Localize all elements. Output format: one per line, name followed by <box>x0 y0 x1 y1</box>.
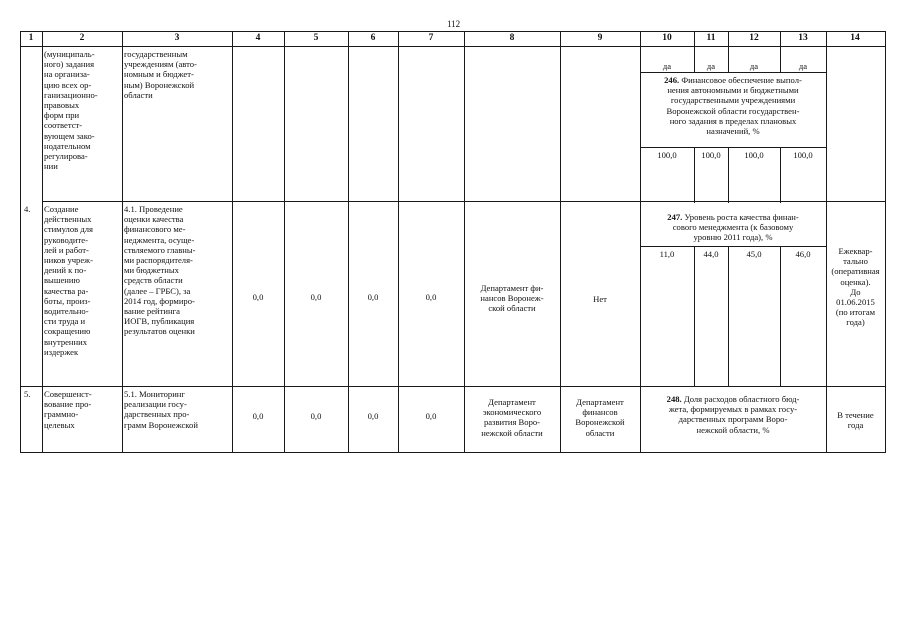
rule <box>232 31 233 452</box>
indicator-number: 246. <box>664 75 680 85</box>
rule <box>122 31 123 452</box>
row1-value-1: 100,0 <box>657 150 677 160</box>
row1-col2-text: (муниципаль- ного) задания на организа- цию всех ор- ганизационно- правовых форм при соответст- вующем зако- нодательном регулирова- нии <box>44 49 98 172</box>
row2-col4: 0,0 <box>252 292 264 302</box>
row3-col6: 0,0 <box>367 411 379 421</box>
row3-col5: 0,0 <box>310 411 322 421</box>
rule <box>640 246 826 247</box>
row2-value-4: 46,0 <box>795 249 811 259</box>
rule <box>20 31 21 452</box>
rule <box>20 386 886 387</box>
rule <box>348 31 349 452</box>
row2-col2-text: Создание действенных стимулов для руководите- лей и работ- ников учреж- дений к по- вышению качества ра- боты, произ- водительно- сти труда и сокращению внутренних издержек <box>44 204 93 357</box>
row3-col2-text: Совершенст- вование про- граммно- целевых <box>44 389 92 430</box>
header-col-4: 4 <box>255 33 261 43</box>
row2-col9: Нет <box>593 294 607 304</box>
rule <box>398 31 399 452</box>
rule <box>20 452 886 453</box>
rule <box>826 31 827 452</box>
indicator-number: 248. <box>666 394 682 404</box>
row2-col14: Ежеквар- тально (оперативная оценка). До 01.06.2015 (по итогам года) <box>831 246 880 328</box>
row3-col7: 0,0 <box>425 411 437 421</box>
row2-col3-text: 4.1. Проведение оценки качества финансового ме- неджмента, осуще- ствляемого главны- ми распорядителя- ми бюджетных средств области (далее – ГРБС), за 2014 год, формиро- вание рейтинга ИОГВ, публикация результатов оценки <box>124 204 196 337</box>
header-col-1: 1 <box>28 33 34 43</box>
header-col-13: 13 <box>798 33 808 43</box>
row1-value-2: 100,0 <box>701 150 721 160</box>
indicator-number: 247. <box>667 212 683 222</box>
rule <box>728 246 729 386</box>
row2-value-2: 44,0 <box>703 249 719 259</box>
header-col-2: 2 <box>79 33 85 43</box>
header-col-9: 9 <box>597 33 603 43</box>
row1-year-3: да <box>749 61 759 71</box>
row2-number: 4. <box>24 204 31 214</box>
header-col-12: 12 <box>749 33 759 43</box>
row2-indicator: 247. Уровень роста качества финан- сового менеджмента (к базовому уровню 2011 года), % <box>667 212 799 243</box>
rule <box>42 31 43 452</box>
row3-col3-text: 5.1. Мониторинг реализации госу- дарственных про- грамм Воронежской <box>124 389 198 430</box>
row3-indicator: 248. Доля расходов областного бюд- жета, формируемых в рамках госу- дарственных программ Воро- нежской области, % <box>666 394 800 435</box>
row2-col8: Департамент фи- нансов Воронеж- ской области <box>480 283 544 314</box>
header-col-14: 14 <box>850 33 860 43</box>
rule <box>780 246 781 386</box>
rule <box>885 31 886 452</box>
row1-year-1: да <box>662 61 672 71</box>
row1-value-3: 100,0 <box>744 150 764 160</box>
row3-col9: Департамент финансов Воронежской области <box>575 397 625 438</box>
row1-col3-text: государственным учреждениям (авто- номным и бюджет- ным) Воронежской области <box>124 49 197 100</box>
row2-col5: 0,0 <box>310 292 322 302</box>
rule <box>464 31 465 452</box>
row2-value-3: 45,0 <box>746 249 762 259</box>
rule <box>560 31 561 452</box>
header-col-5: 5 <box>313 33 319 43</box>
header-col-10: 10 <box>662 33 672 43</box>
header-col-8: 8 <box>509 33 515 43</box>
row1-indicator: 246. Финансовое обеспечение выпол- нения автономными и бюджетными государственными учреждениями Воронежской области государствен- ного задания в пределах плановых назначений, % <box>664 75 802 137</box>
row1-year-2: да <box>706 61 716 71</box>
header-col-7: 7 <box>428 33 434 43</box>
row3-col8: Департамент экономического развития Воро- нежской области <box>481 397 543 438</box>
page-number: 112 <box>447 19 461 29</box>
rule <box>20 46 886 47</box>
rule <box>284 31 285 452</box>
row3-number: 5. <box>24 389 31 399</box>
row2-col7: 0,0 <box>425 292 437 302</box>
row3-col4: 0,0 <box>252 411 264 421</box>
header-col-3: 3 <box>174 33 180 43</box>
header-col-11: 11 <box>706 33 716 43</box>
row2-value-1: 11,0 <box>659 249 675 259</box>
row1-value-4: 100,0 <box>793 150 813 160</box>
rule <box>640 72 826 73</box>
row2-col6: 0,0 <box>367 292 379 302</box>
row1-year-4: да <box>798 61 808 71</box>
rule <box>640 147 826 148</box>
header-col-6: 6 <box>370 33 376 43</box>
rule <box>694 246 695 386</box>
rule <box>20 31 886 32</box>
row3-col14: В течение года <box>837 410 874 431</box>
